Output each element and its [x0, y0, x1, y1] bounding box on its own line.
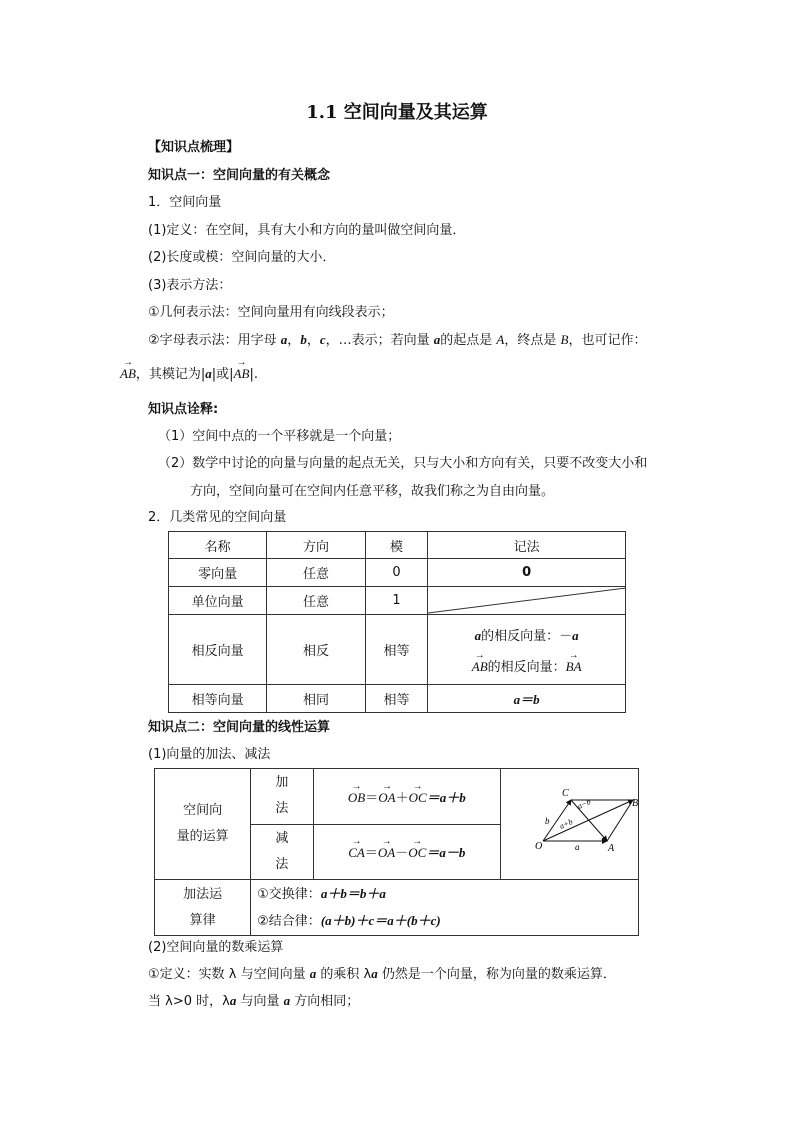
law-label: 加法运 算律	[155, 880, 251, 936]
table-row	[169, 615, 626, 685]
zero-vector-name: 零向量	[169, 559, 267, 587]
table-header-row	[169, 532, 626, 559]
kp1-sub-heading: 1．空间向量	[148, 195, 222, 210]
vector-ab: → AB	[120, 366, 136, 382]
label-c: C	[561, 788, 569, 799]
addition-label: 加 法	[251, 769, 314, 825]
operations-label: 空间向 量的运算	[155, 769, 251, 880]
unit-vector-notation	[428, 587, 626, 615]
subtraction-label: 减 法	[251, 824, 314, 880]
equal-vector-notation: a＝b	[428, 685, 626, 713]
table-row	[169, 559, 626, 587]
common-vectors-heading: 2．几类常见的空间向量	[148, 510, 287, 525]
kp1-heading: 知识点一：空间向量的有关概念	[148, 168, 331, 183]
section-header: 【知识点梳理】	[148, 140, 240, 155]
note-1: （1）空间中点的一个平移就是一个向量；	[158, 429, 401, 444]
zero-vector-modulus: 0	[365, 559, 428, 587]
subtraction-equation: → CA＝→ OA－→ OC＝a－b	[313, 824, 500, 880]
addition-laws	[251, 880, 639, 936]
table-row	[169, 587, 626, 615]
header-name: 名称	[169, 532, 267, 559]
addition-equation: → OB＝→ OA＋→ OC＝a＋b	[313, 769, 500, 825]
header-modulus: 模	[365, 532, 428, 559]
zero-vector-notation: 0	[428, 559, 626, 587]
kp2-heading: 知识点二：空间向量的线性运算	[148, 720, 331, 735]
geometric-representation: ①几何表示法：空间向量用有向线段表示；	[148, 305, 394, 320]
unit-vector-direction: 任意	[267, 587, 365, 615]
table-row	[155, 769, 639, 825]
length-text: (2)长度或模：空间向量的大小．	[148, 250, 336, 265]
header-notation: 记法	[428, 532, 626, 559]
opposite-line-2: → AB的相反向量：→ BA	[428, 656, 625, 675]
common-vectors-table	[168, 531, 626, 713]
commutative-law: ①交换律：a＋b＝b＋a	[257, 885, 386, 902]
add-sub-heading: (1)向量的加法、减法	[148, 747, 271, 762]
diagonal-line	[428, 587, 626, 615]
unit-vector-modulus: 1	[365, 587, 428, 615]
equal-vector-name: 相等向量	[169, 685, 267, 713]
zero-vector-direction: 任意	[267, 559, 365, 587]
label-a-point: A	[607, 843, 615, 854]
note-2a: （2）数学中讨论的向量与向量的起点无关，只与大小和方向有关，只要不改变大小和	[158, 456, 648, 471]
vector-ab-modulus: → AB	[234, 366, 250, 382]
label-b-vector: b	[544, 816, 550, 826]
unit-vector-name: 单位向量	[169, 587, 267, 615]
label-a-vector: a	[574, 842, 580, 852]
parallelogram-diagram	[500, 769, 638, 880]
opposite-vector-direction: 相反	[267, 615, 365, 685]
opposite-vector-notation	[428, 615, 626, 685]
scalar-positive-case: 当 λ>0 时，λa 与向量 a 方向相同；	[148, 993, 360, 1009]
notes-heading: 知识点诠释:	[148, 402, 219, 417]
associative-law: ②结合律：(a＋b)＋c＝a＋(b＋c)	[257, 912, 441, 929]
label-sum: a+b	[558, 817, 575, 831]
note-2b: 方向，空间向量可在空间内任意平移，故我们称之为自由向量。	[190, 484, 555, 499]
scalar-heading: (2)空间向量的数乘运算	[148, 940, 284, 955]
label-b-point: B	[631, 798, 638, 809]
representation-text: (3)表示方法：	[148, 278, 232, 293]
header-direction: 方向	[267, 532, 365, 559]
vector-notation: → AB，其模记为|a|或|→ AB|.	[120, 363, 258, 382]
label-o: O	[534, 841, 543, 852]
definition-text: (1)定义：在空间，具有大小和方向的量叫做空间向量．	[148, 223, 466, 238]
scalar-definition: ①定义：实数 λ 与空间向量 a 的乘积 λa 仍然是一个向量，称为向量的数乘运算．	[148, 966, 616, 982]
page-title: 1.1 空间向量及其运算	[306, 102, 488, 123]
parallelogram-figure	[501, 769, 638, 879]
equal-vector-direction: 相同	[267, 685, 365, 713]
opposite-vector-modulus: 相等	[365, 615, 428, 685]
alphabetic-representation: ②字母表示法：用字母 a，b，c，…表示；若向量 a的起点是 A，终点是 B，也可记作：	[148, 332, 647, 348]
opposite-vector-name: 相反向量	[169, 615, 267, 685]
table-row	[155, 880, 639, 936]
table-row	[169, 685, 626, 713]
equal-vector-modulus: 相等	[365, 685, 428, 713]
opposite-line-1: a的相反向量：－a	[474, 627, 579, 644]
linear-operations-table	[154, 768, 639, 936]
label-difference: a−b	[576, 797, 593, 811]
